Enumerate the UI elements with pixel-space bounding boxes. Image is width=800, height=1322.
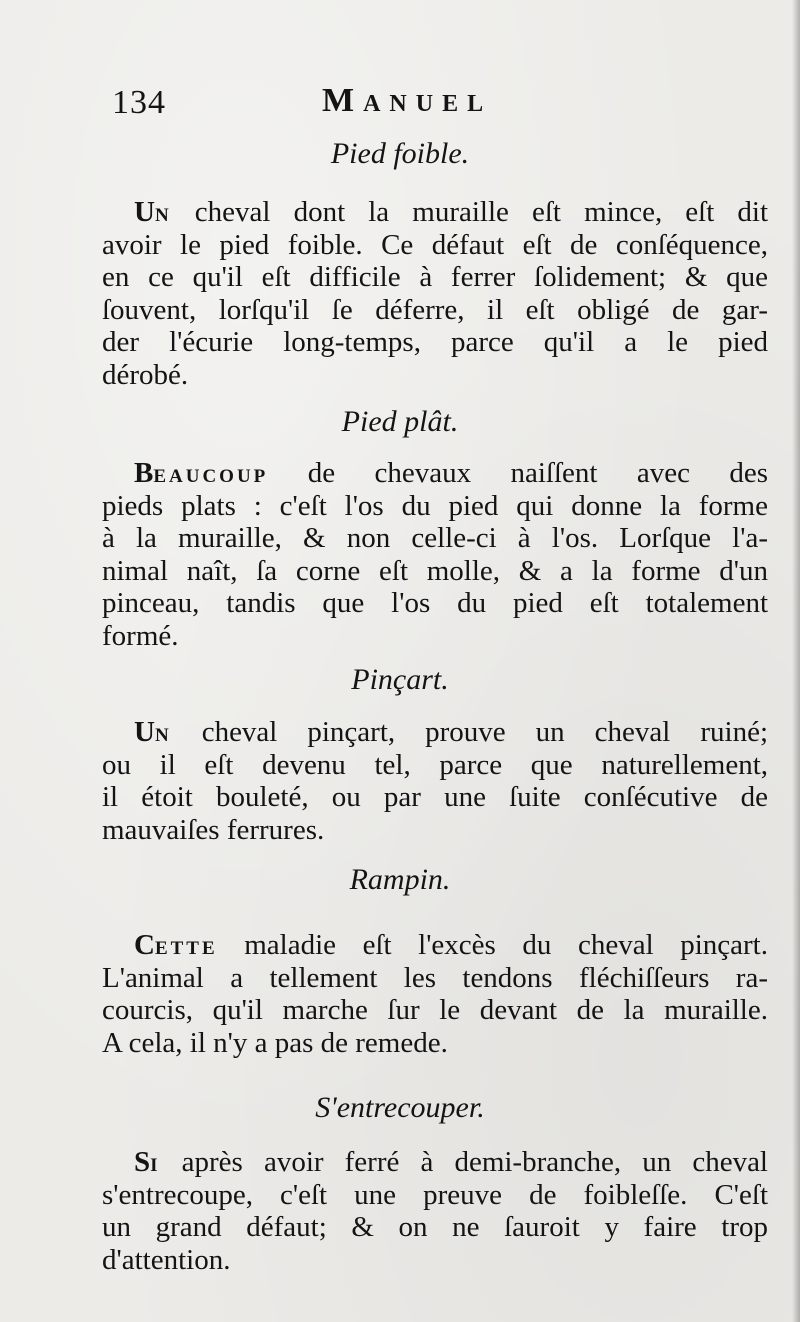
page-number: 134 xyxy=(112,84,166,121)
paragraph-pied-foible xyxy=(102,196,768,392)
initial-word-rest: N xyxy=(154,205,172,226)
paragraph-line: en ce qu'il eſt difficile à ferrer ſolidement; & que xyxy=(102,261,768,294)
paragraph-line: CETTE maladie eſt l'excès du cheval pinçart. xyxy=(134,929,768,961)
paragraph-line: BEAUCOUP de chevaux naiſſent avec des xyxy=(134,457,768,489)
paragraph-line: s'entrecoupe, c'eſt une preuve de foibleſſe. C'eſt xyxy=(102,1178,768,1211)
paragraph-line: mauvaiſes ferrures. xyxy=(102,813,325,846)
paragraph-line: pieds plats : c'eſt l'os du pied qui donne la forme xyxy=(102,489,768,522)
paragraph-line: SI après avoir ferré à demi-branche, un cheval xyxy=(134,1146,768,1178)
paragraph-line: A cela, il n'y a pas de remede. xyxy=(102,1026,448,1059)
running-title: Manuel xyxy=(322,82,493,119)
paragraph-line: dérobé. xyxy=(102,358,189,391)
paragraph-line: d'attention. xyxy=(102,1243,231,1276)
paragraph-line: ou il eſt devenu tel, parce que naturellement, xyxy=(102,748,768,781)
paragraph-line: avoir le pied foible. Ce défaut eſt de conſéquence, xyxy=(102,228,768,261)
paragraph-line: UN cheval pinçart, prouve un cheval ruiné; xyxy=(134,716,768,748)
initial-word-rest: EAUCOUP xyxy=(153,466,269,487)
paragraph-line: un grand défaut; & on ne ſauroit y faire trop xyxy=(102,1211,768,1244)
paragraph-line: L'animal a tellement les tendons fléchiſſeurs ra- xyxy=(102,961,768,994)
running-head xyxy=(112,78,772,128)
paragraph-line: der l'écurie long-temps, parce qu'il a le pied xyxy=(102,326,768,359)
paragraph-line: ſouvent, lorſqu'il ſe déferre, il eſt obligé de gar- xyxy=(102,293,768,326)
paragraph-line: pinceau, tandis que l'os du pied eſt totalement xyxy=(102,587,768,620)
paragraph-line: à la muraille, & non celle-ci à l'os. Lorſque l'a- xyxy=(102,522,768,555)
section-heading-pied-plat: Pied plât. xyxy=(341,405,459,438)
paragraph-line: courcis, qu'il marche ſur le devant de la muraille. xyxy=(102,994,768,1027)
section-heading-sentrecouper: S'entrecouper. xyxy=(315,1091,485,1124)
paragraph-pied-plat xyxy=(102,457,768,653)
section-heading-rampin: Rampin. xyxy=(349,863,451,896)
initial-word-rest: ETTE xyxy=(154,938,218,959)
initial-letter: U xyxy=(134,716,155,748)
section-heading-pied-foible: Pied foible. xyxy=(330,137,470,170)
paragraph-line: UN cheval dont la muraille eſt mince, eſt dit xyxy=(134,196,768,228)
section-heading-pincart: Pinçart. xyxy=(351,663,449,696)
initial-letter: S xyxy=(134,1146,151,1178)
initial-letter: C xyxy=(134,929,155,961)
paragraph-line: formé. xyxy=(102,619,179,652)
initial-letter: B xyxy=(134,457,154,489)
initial-word-rest: I xyxy=(150,1155,161,1176)
initial-letter: U xyxy=(134,196,155,228)
paragraph-sentrecouper xyxy=(102,1146,768,1276)
initial-word-rest: N xyxy=(154,725,172,746)
paragraph-line: il étoit bouleté, ou par une ſuite conſécutive de xyxy=(102,781,768,814)
paragraph-line: nimal naît, ſa corne eſt molle, & a la forme d'un xyxy=(102,554,768,587)
paragraph-rampin xyxy=(102,929,768,1059)
paragraph-pincart xyxy=(102,716,768,846)
